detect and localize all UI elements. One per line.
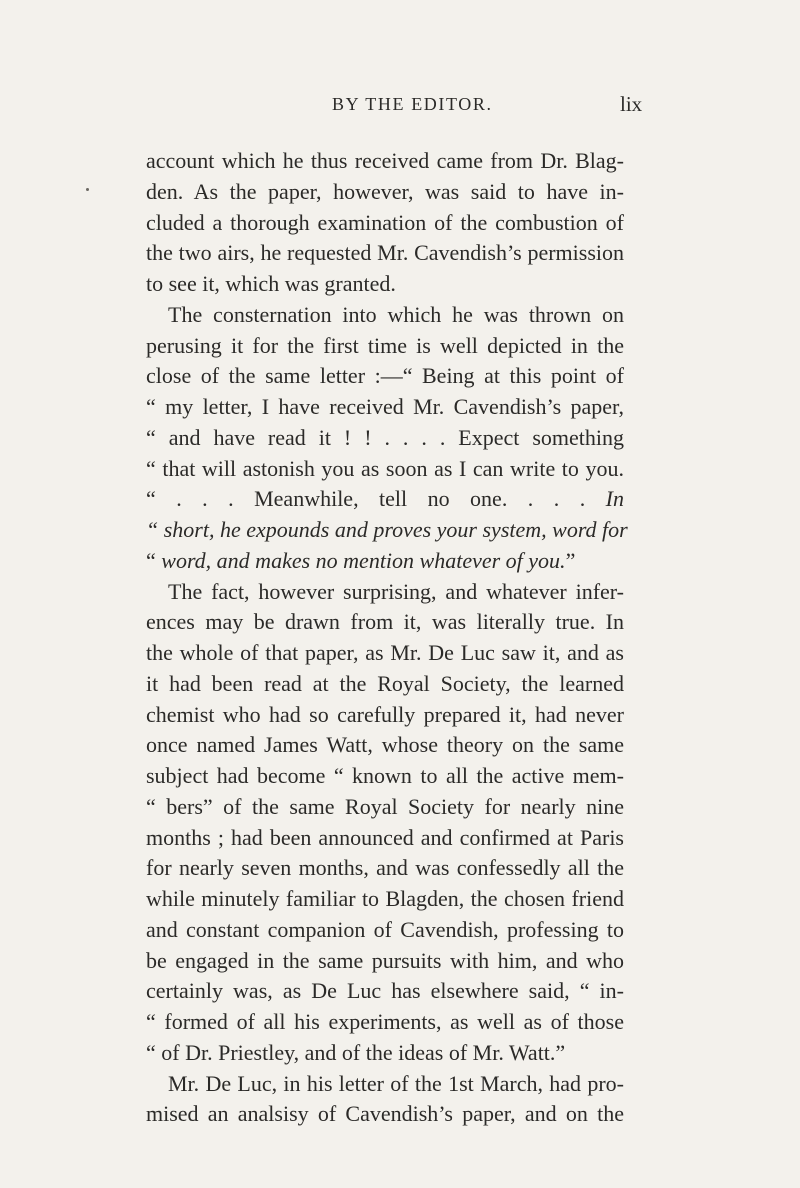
text-line-paragraph-end bbox=[146, 546, 624, 577]
text-line-paragraph-end: to see it, which was granted. bbox=[146, 271, 396, 296]
italic-text: In bbox=[605, 486, 624, 512]
text-line: ences may be drawn from it, was literally true. In bbox=[146, 609, 624, 635]
quote-mark: ” bbox=[565, 547, 576, 573]
text-line bbox=[146, 484, 624, 515]
text-line: for nearly seven months, and was confessedly all the bbox=[146, 855, 624, 881]
text-line: mised an analsisy of Cavendish’s paper, and on the bbox=[146, 1101, 624, 1127]
text-line: account which he thus received came from Dr. Blag- bbox=[146, 148, 624, 173]
body-text bbox=[146, 146, 628, 1130]
text-line: chemist who had so carefully prepared it, had never bbox=[146, 701, 624, 727]
margin-mark bbox=[86, 188, 89, 191]
text-line: “ and have read it ! ! . . . . Expect something bbox=[146, 424, 624, 450]
quote-text: “ . . . Meanwhile, tell no one. . . . bbox=[146, 486, 606, 512]
text-line: certainly was, as De Luc has elsewhere said, “ in- bbox=[146, 978, 624, 1004]
text-line: den. As the paper, however, was said to have in- bbox=[146, 178, 624, 204]
running-head bbox=[0, 94, 800, 120]
text-line: the whole of that paper, as Mr. De Luc saw it, and as bbox=[146, 640, 624, 665]
text-line: “ bers” of the same Royal Society for nearly nine bbox=[146, 793, 624, 819]
text-line: cluded a thorough examination of the combustion of bbox=[146, 209, 624, 235]
text-line: be engaged in the same pursuits with him, and who bbox=[146, 947, 624, 973]
page-number: lix bbox=[620, 92, 643, 116]
text-line: while minutely familiar to Blagden, the chosen friend bbox=[146, 886, 624, 911]
text-line: the two airs, he requested Mr. Cavendish’s permission bbox=[146, 240, 624, 266]
text-line-italic: “ short, he expounds and proves your system, word for bbox=[146, 517, 628, 542]
text-line-paragraph-end: “ of Dr. Priestley, and of the ideas of Mr. Watt.” bbox=[146, 1039, 566, 1065]
text-line: perusing it for the first time is well depicted in the bbox=[146, 332, 624, 358]
text-line-paragraph-start: The fact, however surprising, and whatever infer- bbox=[168, 578, 624, 604]
quote-mark: “ bbox=[146, 547, 162, 573]
text-line: and constant companion of Cavendish, professing to bbox=[146, 916, 624, 942]
text-line: subject had become “ known to all the active mem- bbox=[146, 763, 624, 788]
text-line-paragraph-start: The consternation into which he was thrown on bbox=[168, 301, 624, 327]
text-line: “ my letter, I have received Mr. Cavendish’s paper, bbox=[146, 394, 624, 419]
text-line: it had been read at the Royal Society, the learned bbox=[146, 670, 624, 696]
italic-text: word, and makes no mention whatever of you. bbox=[161, 547, 566, 573]
text-line: once named James Watt, whose theory on the same bbox=[146, 732, 624, 758]
running-title: BY THE EDITOR. bbox=[332, 94, 493, 114]
text-line: months ; had been announced and confirmed at Paris bbox=[146, 824, 624, 850]
text-line: “ that will astonish you as soon as I can write to you. bbox=[146, 455, 624, 481]
text-line-paragraph-start: Mr. De Luc, in his letter of the 1st March, had pro- bbox=[168, 1070, 624, 1096]
text-line: close of the same letter :—“ Being at this point of bbox=[146, 363, 624, 389]
text-line: “ formed of all his experiments, as well as of those bbox=[146, 1009, 624, 1034]
